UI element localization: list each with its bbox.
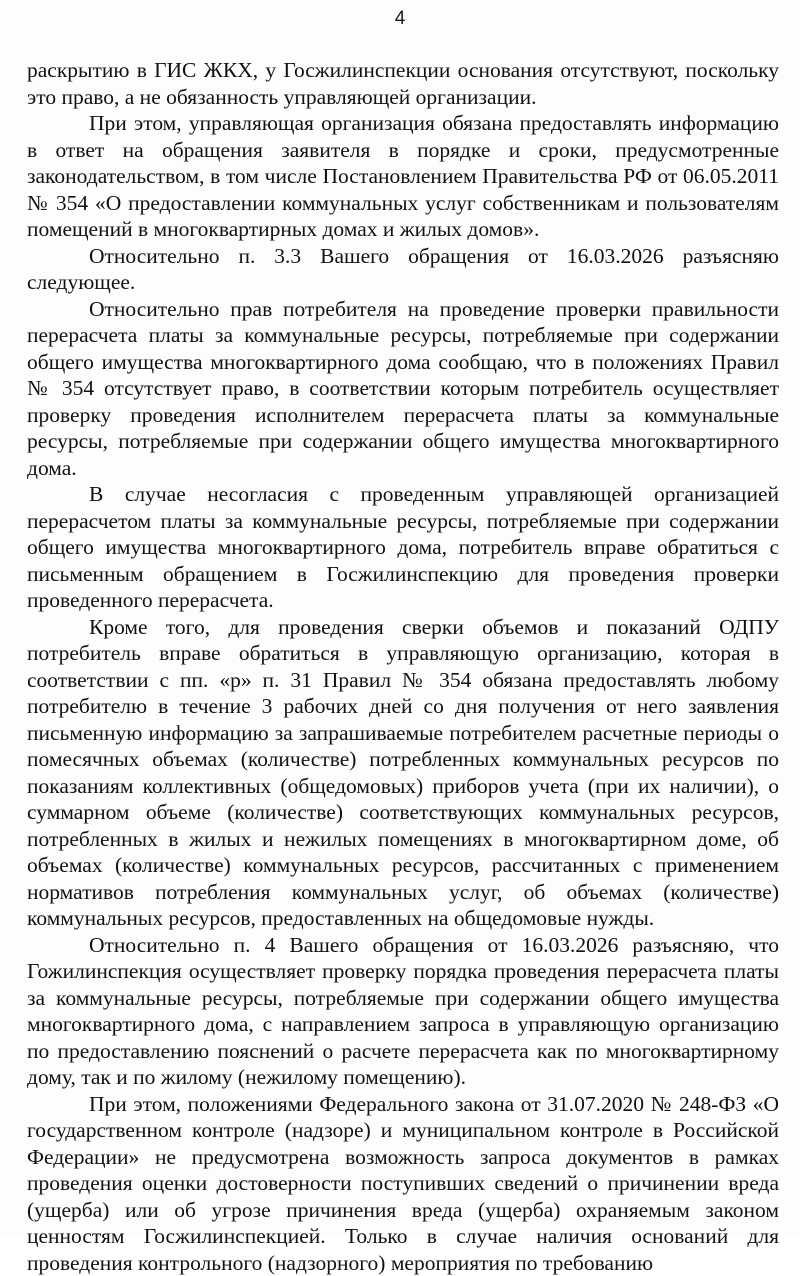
paragraph: Относительно п. 4 Вашего обращения от 16.03.2026 разъясняю, что Гожилинспекция осуществляет проверку порядка проведения перерасчета платы за коммунальные ресурсы, потребляемые при содержании общего имущества многоквартирного дома, с направлением запроса в управляющую организацию по предоставлению пояснений о расчете перерасчета как по многоквартирному дому, так и по жилому (нежилому помещению). (27, 932, 779, 1091)
paragraph: При этом, управляющая организация обязана предоставлять информацию в ответ на обращения заявителя в порядке и сроки, предусмотренные законодательством, в том числе Постановлением Правительства РФ от 06.05.2011 № 354 «О предоставлении коммунальных услуг собственникам и пользователям помещений в многоквартирных домах и жилых домов». (27, 110, 779, 243)
paragraph: В случае несогласия с проведенным управляющей организацией перерасчетом платы за коммунальные ресурсы, потребляемые при содержании общего имущества многоквартирного дома, потребитель вправе обратиться с письменным обращением в Госжилинспекцию для проведения проверки проведенного перерасчета. (27, 481, 779, 614)
paragraph: При этом, положениями Федерального закона от 31.07.2020 № 248-ФЗ «О государственном контроле (надзоре) и муниципальном контроле в Российской Федерации» не предусмотрена возможность запроса документов в рамках проведения оценки достоверности поступивших сведений о причинении вреда (ущерба) или об угрозе причинения вреда (ущерба) охраняемым законом ценностям Госжилинспекцией. Только в случае наличия оснований для проведения контрольного (надзорного) мероприятия по требованию (27, 1091, 779, 1276)
letter-body (27, 57, 779, 1276)
paragraph: Относительно прав потребителя на проведение проверки правильности перерасчета платы за коммунальные ресурсы, потребляемые при содержании общего имущества многоквартирного дома сообщаю, что в положениях Правил № 354 отсутствует право, в соответствии которым потребитель осуществляет проверку проведения исполнителем перерасчета платы за коммунальные ресурсы, потребляемые при содержании общего имущества многоквартирного дома. (27, 296, 779, 482)
paragraph: Относительно п. 3.3 Вашего обращения от 16.03.2026 разъясняю следующее. (27, 243, 779, 296)
paragraph: раскрытию в ГИС ЖКХ, у Госжилинспекции основания отсутствуют, поскольку это право, а не обязанность управляющей организации. (27, 57, 779, 110)
page-number: 4 (0, 8, 800, 30)
paragraph: Кроме того, для проведения сверки объемов и показаний ОДПУ потребитель вправе обратиться в управляющую организацию, которая в соответствии с пп. «р» п. 31 Правил № 354 обязана предоставлять любому потребителю в течение 3 рабочих дней со дня получения от него заявления письменную информацию за запрашиваемые потребителем расчетные периоды о помесячных объемах (количестве) потребленных коммунальных ресурсов по показаниям коллективных (общедомовых) приборов учета (при их наличии), о суммарном объеме (количестве) соответствующих коммунальных ресурсов, потребленных в жилых и нежилых помещениях в многоквартирном доме, об объемах (количестве) коммунальных ресурсов, рассчитанных с применением нормативов потребления коммунальных услуг, об объемах (количестве) коммунальных ресурсов, предоставленных на общедомовые нужды. (27, 614, 779, 932)
